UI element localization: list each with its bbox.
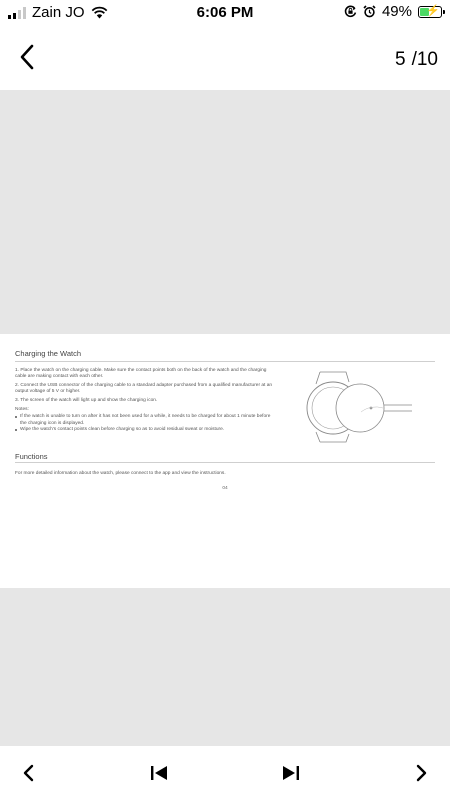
- document-page-number: 04: [222, 486, 228, 491]
- section-divider: [15, 361, 435, 362]
- bullet-dot: [15, 416, 17, 418]
- alarm-icon: [363, 5, 376, 18]
- last-page-button[interactable]: [276, 758, 306, 788]
- notes-label: Notes:: [15, 407, 29, 413]
- chevron-right-icon: [406, 758, 436, 788]
- document-viewer[interactable]: [0, 90, 450, 746]
- section-heading-charging: Charging the Watch: [15, 349, 82, 358]
- carrier-label: Zain JO: [32, 4, 85, 21]
- orientation-lock-icon: [344, 5, 357, 18]
- status-right: [344, 3, 442, 20]
- functions-text: For more detailed information about the watch, please connect to the app and view the instructions.: [15, 471, 226, 476]
- previous-page-button[interactable]: [14, 758, 44, 788]
- battery-percent: 49%: [381, 3, 412, 20]
- bottom-toolbar: [0, 746, 450, 800]
- step-3: 3. The screen of the watch will light up and show the charging icon.: [15, 398, 158, 403]
- nav-bar: [0, 24, 450, 90]
- charging-instructions: [15, 368, 277, 433]
- note-item: [15, 427, 277, 433]
- note-2: Wipe the watch's contact points clean before charging so as to avoid residual sweat or moisture.: [20, 426, 225, 432]
- step-1: 1. Place the watch on the charging cable. Make sure the contact points both on the back of the watch and the charging cable are making contact with each other.: [15, 368, 267, 380]
- chevron-left-icon: [14, 758, 44, 788]
- note-item: [15, 414, 277, 426]
- skip-back-icon: [144, 758, 174, 788]
- page-counter: [395, 49, 438, 71]
- charging-bolt-icon: ⚡: [426, 4, 440, 17]
- note-1: If the watch is unable to turn on after it has not been used for a while, it needs to be charged for about 1 minute before the charging icon is displayed.: [20, 414, 271, 426]
- section-heading-functions: Functions: [15, 452, 48, 461]
- next-page-button[interactable]: [406, 758, 436, 788]
- skip-forward-icon: [276, 758, 306, 788]
- back-button[interactable]: [14, 40, 44, 74]
- battery-charging-icon: [418, 6, 442, 18]
- document-page: [0, 334, 450, 588]
- step-2: 2. Connect the USB connector of the charging cable to a standard adapter purchased from a qualified manufacturer at an output voltage of 5 V or higher.: [15, 383, 273, 395]
- page-current: 5: [395, 49, 406, 70]
- watch-charging-illustration: [300, 364, 412, 454]
- section-divider: [15, 462, 435, 463]
- status-time: 6:06 PM: [196, 4, 254, 21]
- chevron-left-icon: [14, 40, 44, 74]
- bullet-dot: [15, 429, 17, 431]
- page-total: /10: [411, 49, 438, 70]
- first-page-button[interactable]: [144, 758, 174, 788]
- status-bar: [0, 0, 450, 24]
